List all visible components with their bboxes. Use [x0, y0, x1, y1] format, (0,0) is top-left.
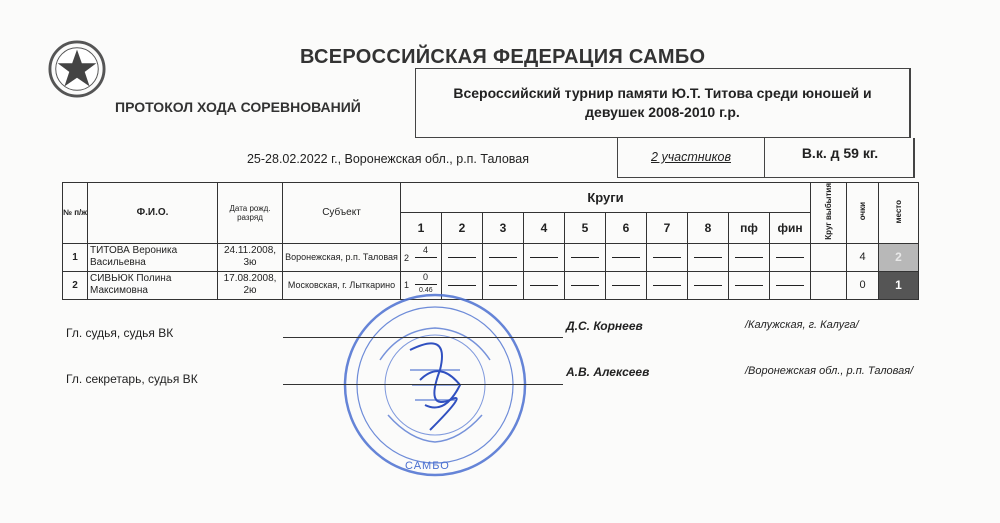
place-cell: 2 — [879, 243, 919, 271]
round-cell — [770, 243, 811, 271]
row-num: 2 — [63, 271, 88, 299]
divider — [617, 177, 915, 178]
sambo-federation-logo — [48, 40, 106, 98]
round-cell — [442, 243, 483, 271]
event-name: Всероссийский турнир памяти Ю.Т. Титова среди юношей и девушек 2008-2010 г.р. — [453, 85, 872, 120]
round-col-3: 3 — [483, 212, 524, 243]
round-col-8: 8 — [688, 212, 729, 243]
round-cell — [647, 271, 688, 299]
chief-judge-name: Д.С. Корнеев — [566, 319, 643, 333]
header-subject: Субъект — [283, 183, 401, 244]
bout-time: 0.46 — [419, 286, 433, 294]
points-cell: 4 — [847, 243, 879, 271]
round-cell — [770, 271, 811, 299]
round-cell — [565, 243, 606, 271]
header-place: место — [879, 183, 919, 244]
athlete-subject: Московская, г. Лыткарино — [283, 271, 401, 299]
round-cell — [606, 271, 647, 299]
official-stamp — [340, 290, 530, 480]
round-cell — [729, 243, 770, 271]
participants-count: 2 участников — [651, 150, 731, 164]
exit-round-cell — [811, 243, 847, 271]
round-col-7: 7 — [647, 212, 688, 243]
signature-line — [283, 337, 563, 338]
round-col-5: 5 — [565, 212, 606, 243]
chief-judge-label: Гл. судья, судья ВК — [66, 326, 174, 340]
round-1-result — [401, 243, 442, 271]
round-col-6: 6 — [606, 212, 647, 243]
row-num: 1 — [63, 243, 88, 271]
score-value: 4 — [423, 244, 429, 255]
chief-secretary-label: Гл. секретарь, судья ВК — [66, 372, 198, 386]
opponent-num: 1 — [404, 279, 410, 290]
header-exit-round: Круг выбытия — [811, 183, 847, 244]
score-value: 0 — [423, 271, 429, 282]
header-dob: Дата рожд. разряд — [218, 183, 283, 244]
athlete-name: ТИТОВА Вероника Васильевна — [88, 243, 218, 271]
athlete-name: СИВЬЮК Полина Максимовна — [88, 271, 218, 299]
round-col-1: 1 — [401, 212, 442, 243]
round-cell — [688, 243, 729, 271]
round-col-2: 2 — [442, 212, 483, 243]
round-col-final: фин — [770, 212, 811, 243]
round-cell — [606, 243, 647, 271]
opponent-num: 2 — [404, 252, 410, 263]
round-cell — [483, 243, 524, 271]
round-col-4: 4 — [524, 212, 565, 243]
points-cell: 0 — [847, 271, 879, 299]
event-name-box — [415, 68, 911, 138]
header-num: № п/ж — [63, 183, 88, 244]
header-name: Ф.И.О. — [88, 183, 218, 244]
header-points: очки — [847, 183, 879, 244]
athlete-dob: 17.08.2008, 2ю — [218, 271, 283, 299]
divider — [913, 138, 915, 178]
signature-line — [283, 384, 563, 385]
athlete-subject: Воронежская, р.п. Таловая — [283, 243, 401, 271]
chief-secretary-region: /Воронежская обл., р.п. Таловая/ — [745, 365, 914, 377]
protocol-title: ПРОТОКОЛ ХОДА СОРЕВНОВАНИЙ — [115, 99, 361, 115]
athlete-dob: 24.11.2008, 3ю — [218, 243, 283, 271]
round-cell — [565, 271, 606, 299]
chief-judge-region: /Калужская, г. Калуга/ — [745, 319, 859, 331]
date-place: 25-28.02.2022 г., Воронежская обл., р.п. Таловая — [246, 152, 530, 166]
federation-title: ВСЕРОССИЙСКАЯ ФЕДЕРАЦИЯ САМБО — [300, 46, 706, 68]
exit-round-cell — [811, 271, 847, 299]
round-col-semifinal: пф — [729, 212, 770, 243]
round-cell — [524, 243, 565, 271]
header-rounds: Круги — [401, 183, 811, 213]
round-cell — [647, 243, 688, 271]
weight-class: В.к. д 59 кг. — [801, 145, 879, 161]
round-cell — [688, 271, 729, 299]
competition-table — [62, 182, 919, 300]
place-cell: 1 — [879, 271, 919, 299]
chief-secretary-name: А.В. Алексеев — [566, 365, 650, 379]
stamp-text: САМБО — [405, 460, 450, 472]
table-row — [63, 243, 919, 271]
round-cell — [729, 271, 770, 299]
